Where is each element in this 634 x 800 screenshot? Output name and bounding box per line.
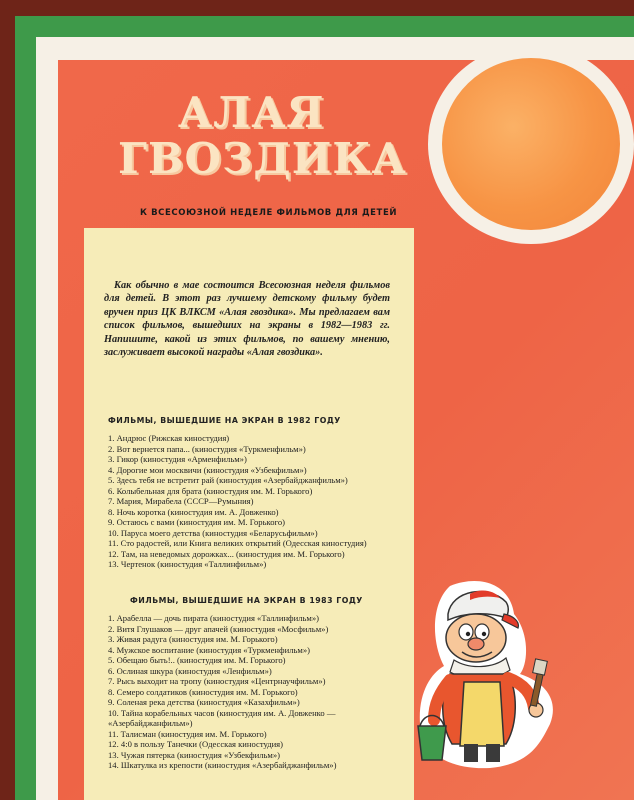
list-item: 2. Вот вернется папа... (киностудия «Туркменфильм») <box>108 443 306 454</box>
film-list-1982 <box>108 433 400 570</box>
list-item: 9. Остаюсь с вами (киностудия им. М. Горького) <box>108 517 286 527</box>
orange-sun-circle <box>442 58 620 230</box>
list-item: 8. Семеро солдатиков (киностудия им. М. Горького) <box>108 686 298 697</box>
list-item: 12. 4:0 в пользу Танечки (Одесская киностудия) <box>108 739 283 749</box>
list-item: 2. Витя Глушаков — друг апачей (киностудия «Мосфильм») <box>108 623 329 634</box>
list-item: 11. Сто радостей, или Книга великих открытий (Одесская киностудия) <box>108 538 367 548</box>
list-item: 6. Колыбельная для брата (киностудия им. М. Горького) <box>108 485 313 496</box>
list-item: 10. Тайна корабельных часов (киностудия им. А. Довженко — «Азербайджанфильм») <box>108 707 336 728</box>
list-item: 8. Ночь коротка (киностудия им. А. Довженко) <box>108 506 279 517</box>
list-item: 5. Здесь тебя не встретит рай (киностудия «Азербайджанфильм») <box>108 475 348 485</box>
list-item: 9. Соленая река детства (киностудия «Казахфильм») <box>108 697 300 707</box>
list-item: 1. Андрюс (Рижская киностудия) <box>108 433 230 443</box>
list-item: 6. Ослиная шкура (киностудия «Ленфильм») <box>108 665 272 676</box>
list-item: 3. Живая радуга (киностудия им. М. Горького) <box>108 634 278 644</box>
list-item: 5. Обещаю быть!.. (киностудия им. М. Горького) <box>108 655 286 665</box>
list-item: 14. Шкатулка из крепости (киностудия «Азербайджанфильм») <box>108 760 337 770</box>
list-item: 12. Там, на неведомых дорожках... (киностудия им. М. Горького) <box>108 548 345 559</box>
title-line-2: ГВОЗДИКА <box>118 134 407 183</box>
list-item: 4. Мужское воспитание (киностудия «Туркменфильм») <box>108 644 311 655</box>
heading-1983: ФИЛЬМЫ, ВЫШЕДШИЕ НА ЭКРАН В 1983 ГОДУ <box>130 596 363 605</box>
list-item: 11. Талисман (киностудия им. М. Горького) <box>108 728 267 739</box>
intro-paragraph: Как обычно в мае состоится Всесоюзная неделя фильмов для детей. В этот раз лучшему детскому фильму будет вручен приз ЦК ВЛКСМ «Алая гвоздика». Мы предлагаем вам список фильмов, вышедших на экраны в 1982—1983 гг. Напишите, какой из этих фильмов, по вашему мнению, заслуживает высокой награды «Алая гвоздика». <box>104 280 390 359</box>
subtitle: К ВСЕСОЮЗНОЙ НЕДЕЛЕ ФИЛЬМОВ ДЛЯ ДЕТЕЙ <box>140 208 398 218</box>
painter-character-illustration <box>410 574 560 770</box>
film-list-1983 <box>108 613 400 771</box>
list-item: 7. Рысь выходит на тропу (киностудия «Центрнаучфильм») <box>108 676 326 686</box>
list-item: 13. Чертенок (киностудия «Таллинфильм») <box>108 559 267 569</box>
list-item: 13. Чужая пятерка (киностудия «Узбекфильм») <box>108 749 280 760</box>
list-item: 10. Паруса моего детства (киностудия «Беларусьфильм») <box>108 527 318 538</box>
heading-1982: ФИЛЬМЫ, ВЫШЕДШИЕ НА ЭКРАН В 1982 ГОДУ <box>108 416 341 425</box>
title-line-1: АЛАЯ <box>178 88 325 137</box>
list-item: 3. Гикор (киностудия «Арменфильм») <box>108 454 247 464</box>
list-item: 1. Арабелла — дочь пирата (киностудия «Таллинфильм») <box>108 613 320 623</box>
list-item: 4. Дорогие мои москвичи (киностудия «Узбекфильм») <box>108 464 307 475</box>
list-item: 7. Мария, Мирабела (СССР—Румыния) <box>108 496 254 506</box>
